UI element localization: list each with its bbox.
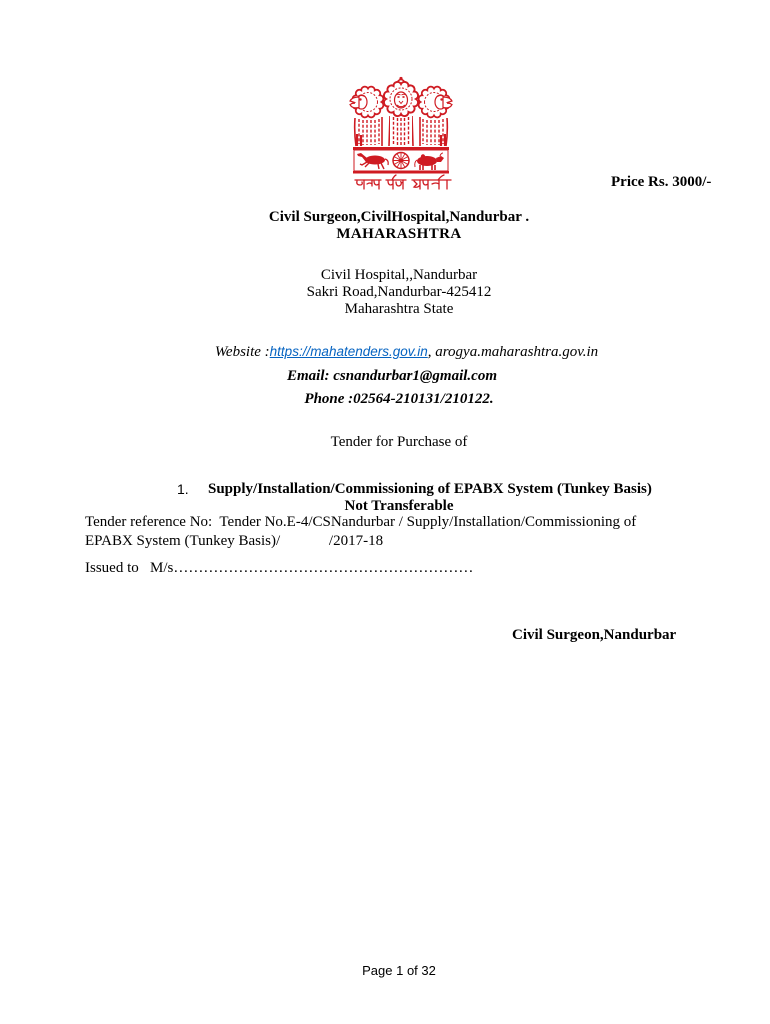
issued-to-line: Issued to M/s…………………………………………………… bbox=[85, 560, 474, 576]
address-line-3: Maharashtra State bbox=[344, 301, 454, 317]
tender-intro: Tender for Purchase of bbox=[330, 434, 468, 450]
item-title: Supply/Installation/Commissioning of EPABX System (Tunkey Basis) bbox=[208, 481, 652, 497]
left-lion bbox=[350, 87, 383, 146]
not-transferable-label: Not Transferable bbox=[344, 498, 454, 514]
emblem-abacus bbox=[353, 147, 449, 174]
page-number: Page 1 of 32 bbox=[362, 963, 436, 978]
state-title: MAHARASHTRA bbox=[336, 226, 462, 242]
tender-reference-line-1: Tender reference No: Tender No.E-4/CSNandurbar / Supply/Installation/Commissioning of bbox=[85, 514, 637, 530]
horse-icon bbox=[357, 153, 388, 169]
signatory: Civil Surgeon,Nandurbar bbox=[512, 627, 677, 643]
website-secondary: , arogya.maharashtra.gov.in bbox=[427, 344, 599, 360]
tender-reference-line-2: EPABX System (Tunkey Basis)/ /2017-18 bbox=[85, 533, 384, 549]
state-emblem bbox=[348, 72, 454, 194]
address-line-1: Civil Hospital,,Nandurbar bbox=[320, 267, 478, 283]
right-lion bbox=[419, 87, 452, 146]
phone-line: Phone :02564-210131/210122. bbox=[304, 391, 494, 407]
bull-icon bbox=[415, 153, 444, 170]
center-lion bbox=[384, 77, 418, 146]
dharma-chakra-icon bbox=[393, 153, 409, 169]
website-label: Website : bbox=[214, 344, 270, 360]
item-number: 1. bbox=[177, 481, 189, 497]
address-line-2: Sakri Road,Nandurbar-425412 bbox=[306, 284, 492, 300]
office-title: Civil Surgeon,CivilHospital,Nandurbar . bbox=[268, 209, 530, 225]
email-line: Email: csnandurbar1@gmail.com bbox=[286, 368, 497, 384]
emblem-motto bbox=[355, 175, 451, 189]
price-label: Price Rs. 3000/- bbox=[611, 174, 712, 190]
website-link[interactable]: https://mahatenders.gov.in bbox=[269, 344, 428, 359]
